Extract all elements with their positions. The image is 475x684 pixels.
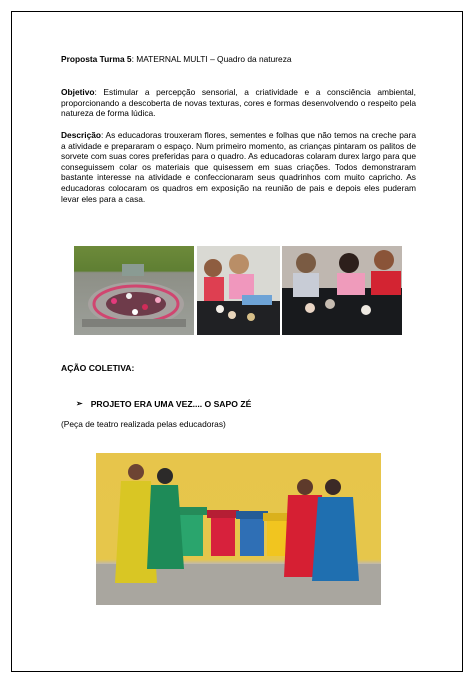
objective-text: : Estimular a percepção sensorial, a criatividade e a consciência ambiental, proporcionando a descoberta de novas texturas, cores e formas desenvolvendo o respeito pela natureza de forma lúdica. [61,87,416,119]
title-rest: : MATERNAL MULTI – Quadro da natureza [131,54,292,64]
nature-frame-photo [74,246,194,335]
project-title-line [76,399,251,409]
children-activity-photo [282,246,402,335]
title-prefix: Proposta Turma 5 [61,54,132,64]
arrow-bullet-icon: ➢ [76,399,83,408]
project-title: PROJETO ERA UMA VEZ.... O SAPO ZÉ [90,399,252,409]
children-painting-photo [197,246,280,335]
objective-label: Objetivo [61,87,95,97]
description-text: : As educadoras trouxeram flores, sementes e folhas que não temos na creche para a atividade e prepararam o espaço. Num primeiro momento, as crianças pintaram os palitos de sorvete com suas cores preferidas para o quadro. As educadoras colaram durex largo para que conseguissem colar os materiais que quisessem em suas criações. Todos demonstraram bastante interesse na atividade e confeccionaram seus quadrinhos com muito capricho. As educadoras colocaram os quadros em exposição na reunião de pais e depois eles puderam levar eles para a casa. [61,130,416,204]
description-paragraph [61,130,416,204]
document-title [61,54,416,65]
section-heading: AÇÃO COLETIVA: [61,363,135,373]
theatre-photo [96,453,381,605]
project-caption: (Peça de teatro realizada pelas educadoras) [61,419,226,429]
objective-paragraph [61,87,416,119]
description-label: Descrição [61,130,102,140]
